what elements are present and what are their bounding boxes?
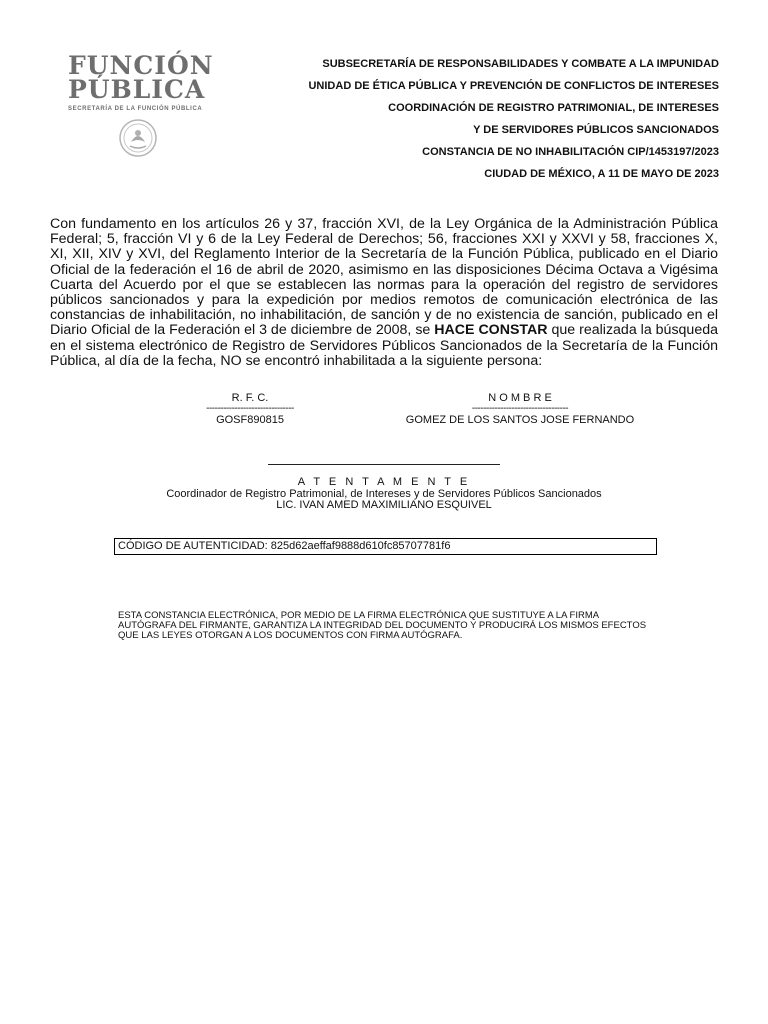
legal-basis-paragraph — [50, 217, 718, 369]
name-column — [395, 392, 645, 426]
name-value: GOMEZ DE LOS SANTOS JOSE FERNANDO — [405, 414, 635, 426]
authenticity-code: CÓDIGO DE AUTENTICIDAD: 825d62aeffaf9888d610fc85707781f6 — [114, 538, 657, 555]
logo-line-2: PÚBLICA — [68, 75, 206, 104]
rfc-column — [190, 392, 310, 426]
document-header — [308, 58, 719, 190]
rfc-separator: ------------------------------- — [206, 403, 294, 414]
name-header: N O M B R E — [488, 392, 552, 404]
logo-subtitle: SECRETARÍA DE LA FUNCIÓN PÚBLICA — [68, 106, 203, 112]
name-separator: ---------------------------------- — [471, 403, 569, 414]
document-date: CIUDAD DE MÉXICO, A 11 DE MAYO DE 2023 — [484, 168, 719, 180]
signer-name: LIC. IVAN AMED MAXIMILIANO ESQUIVEL — [276, 499, 492, 511]
header-line: Y DE SERVIDORES PÚBLICOS SANCIONADOS — [473, 124, 719, 136]
closing-phrase: A T E N T A M E N T E — [297, 476, 471, 488]
signature-block — [120, 464, 648, 512]
body-bold-phrase: HACE CONSTAR — [434, 322, 548, 339]
mexico-coat-of-arms-icon — [118, 118, 158, 158]
electronic-signature-disclaimer: ESTA CONSTANCIA ELECTRÓNICA, POR MEDIO DE LA FIRMA ELECTRÓNICA QUE SUSTITUYE A LA FIRMA AUTÓGRAFA DEL FIRMANTE, GARANTIZA LA INTEGRIDAD DEL DOCUMENTO Y PRODUCIRÁ LOS MISMOS EFECTOS QUE LAS LEYES OTORGAN A LOS DOCUMENTOS CON FIRMA AUTÓGRAFA. — [118, 610, 647, 642]
logo-line-1: FUNCIÓN — [68, 51, 214, 80]
body-part-2: que realizada la búsqueda en el sistema electrónico de Registro de Servidores Públicos Sancionados de la Secretaría de la Función Pública, al día de la fecha, NO se encontró inhabilitada a la siguiente persona: — [50, 322, 718, 369]
header-line: UNIDAD DE ÉTICA PÚBLICA Y PREVENCIÓN DE CONFLICTOS DE INTERESES — [308, 80, 719, 92]
certificate-number: CONSTANCIA DE NO INHABILITACIÓN CIP/1453197/2023 — [422, 146, 719, 158]
rfc-value: GOSF890815 — [216, 414, 284, 426]
header-line: SUBSECRETARÍA DE RESPONSABILIDADES Y COMBATE A LA IMPUNIDAD — [322, 58, 719, 70]
signer-title: Coordinador de Registro Patrimonial, de Intereses y de Servidores Públicos Sancionados — [166, 487, 602, 500]
body-part-1: Con fundamento en los artículos 26 y 37, fracción XVI, de la Ley Orgánica de la Administración Pública Federal; 5, fracción VI y 6 de la Ley Federal de Derechos; 56, fracciones XXI y XXVI y 58, fracciones X, XI, XII, XIV y XVI, del Reglamento Interior de la Secretaría de la Función Pública, publicado en el Diario Oficial de la federación el 16 de abril de 2020, asimismo en las disposiciones Décima Octava a Vigésima Cuarta del Acuerdo por el que se establecen las normas para la operación del registro de servidores públicos sancionados y para la expedición por medios remotos de comunicación electrónica de las constancias de inhabilitación, no inhabilitación, de sanción y de no existencia de sanción, publicado en el Diario Oficial de la Federación el 3 de diciembre de 2008, se — [50, 216, 718, 339]
funcion-publica-logo — [68, 51, 214, 112]
rfc-header: R. F. C. — [231, 392, 269, 404]
header-line: COORDINACIÓN DE REGISTRO PATRIMONIAL, DE INTERESES — [388, 102, 719, 114]
